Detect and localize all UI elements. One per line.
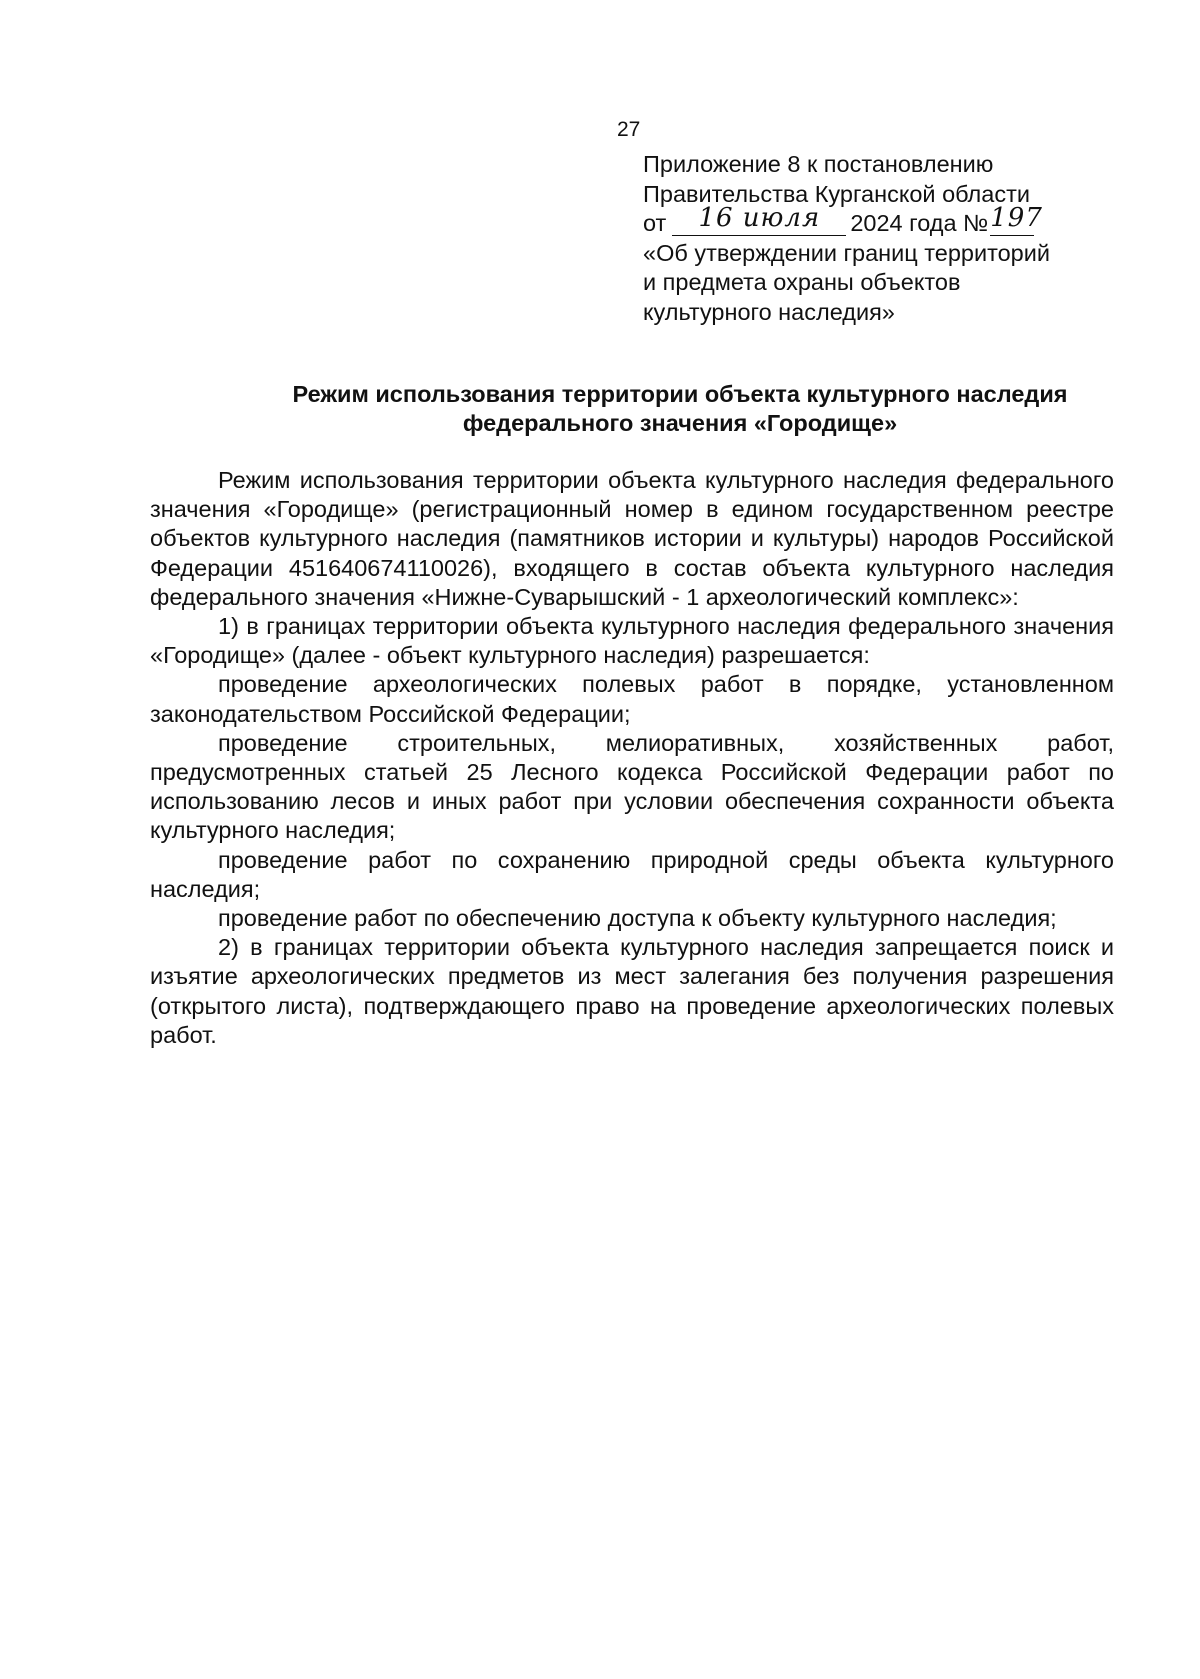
handwritten-date-text: 16 июля: [698, 203, 821, 233]
handwritten-number: [990, 203, 1043, 236]
appendix-line-5: и предмета охраны объектов: [643, 269, 961, 295]
appendix-line-6: культурного наследия»: [643, 298, 895, 325]
document-body: [150, 466, 1114, 1050]
appendix-line-2: Правительства Курганской области: [643, 180, 1030, 207]
appendix-date-line: [643, 203, 1163, 239]
title-line-1: Режим использования территории объекта культурного наследия: [292, 381, 1068, 407]
paragraph: Режим использования территории объекта культурного наследия федерального значения «Городище» (регистрационный номер в едином государственном реестре объектов культурного наследия (памятников истории и культуры) народов Российской Федерации 451640674110026), входящего в состав объекта культурного наследия федерального значения «Нижне-Суварышский - 1 археологический комплекс»:: [150, 467, 1114, 610]
page-number: 27: [617, 118, 641, 141]
document-title: [150, 380, 1200, 438]
appendix-header: [643, 150, 1163, 327]
year-text: 2024 года №: [850, 210, 989, 236]
title-line-2: федерального значения «Городище»: [462, 410, 898, 436]
handwritten-number-text: 197: [990, 203, 1043, 233]
date-prefix: от: [643, 210, 667, 236]
appendix-line-1: Приложение 8 к постановлению: [643, 151, 994, 177]
handwritten-date: [672, 203, 846, 236]
appendix-line-4: «Об утверждении границ территорий: [643, 239, 1051, 266]
paragraph: 1) в границах территории объекта культурного наследия федерального значения «Городище» (далее - объект культурного наследия) разрешается:: [150, 613, 1114, 669]
paragraph: проведение работ по обеспечению доступа к объекту культурного наследия;: [218, 905, 1057, 932]
paragraph: проведение работ по сохранению природной среды объекта культурного наследия;: [150, 846, 1114, 902]
paragraph: 2) в границах территории объекта культурного наследия запрещается поиск и изъятие археологических предметов из мест залегания без получения разрешения (открытого листа), подтверждающего право на проведение археологических полевых работ.: [150, 934, 1114, 1048]
paragraph: проведение строительных, мелиоративных, хозяйственных работ, предусмотренных статьей 25 Лесного кодекса Российской Федерации работ по использованию лесов и иных работ при условии обеспечения сохранности объекта культурного наследия;: [150, 729, 1114, 844]
paragraph: проведение археологических полевых работ в порядке, установленном законодательством Российской Федерации;: [150, 671, 1114, 727]
